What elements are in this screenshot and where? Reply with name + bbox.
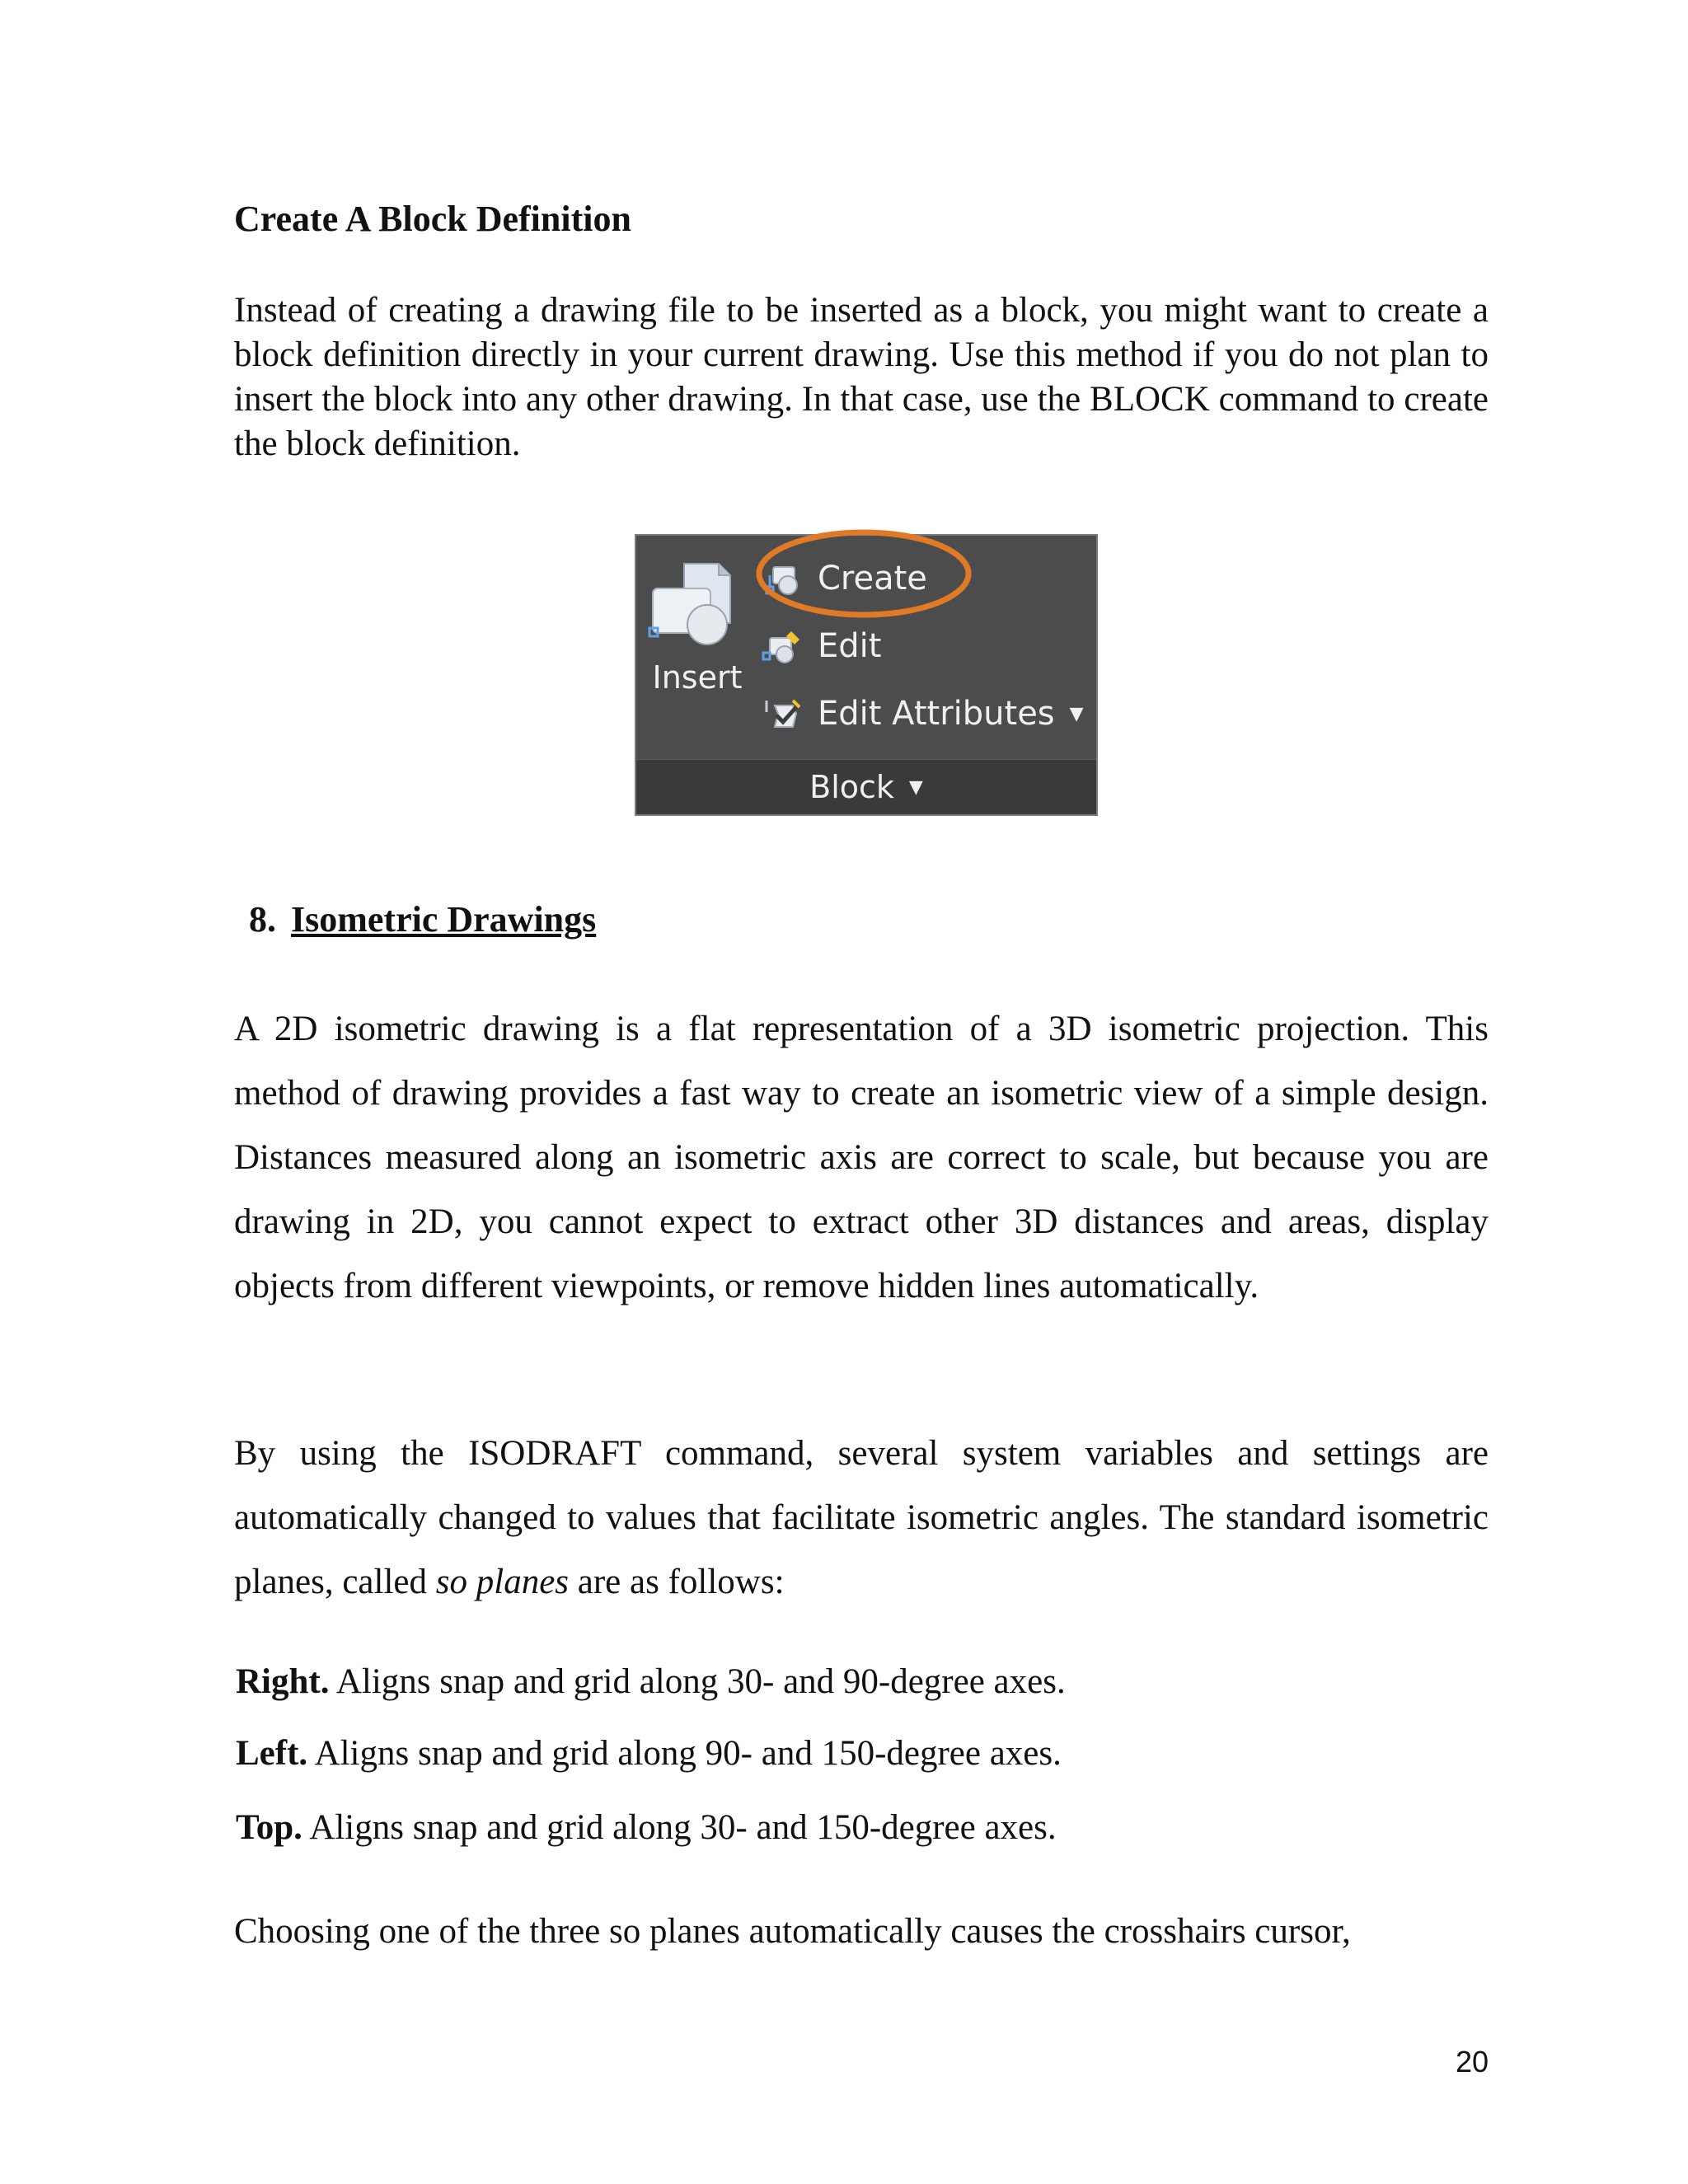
edit-block-icon [760,626,806,666]
block-panel-title-bar[interactable] [636,759,1096,814]
so-planes-term: so planes [435,1563,570,1601]
section-number: 8. [249,899,276,940]
isometric-paragraph-3: Choosing one of the three so planes automatically causes the crosshairs cursor, [234,1912,1351,1951]
chevron-down-icon[interactable]: ▼ [1069,703,1084,724]
plane-item-right [236,1657,1066,1707]
plane-name: Left. [236,1734,308,1773]
edit-attributes-button[interactable] [760,689,1084,738]
isometric-paragraph-2 [234,1422,1489,1615]
isometric-section-heading [249,895,596,944]
block-panel-title: Block [809,769,894,805]
edit-attributes-icon [760,694,806,733]
plane-name: Top. [236,1808,302,1847]
plane-desc: Aligns snap and grid along 90- and 150-degree axes. [307,1734,1062,1773]
plane-desc: Aligns snap and grid along 30- and 150-degree axes. [302,1808,1057,1847]
block-definition-heading: Create A Block Definition [234,199,631,239]
edit-label: Edit [818,627,882,665]
plane-desc: Aligns snap and grid along 30- and 90-degree axes. [329,1662,1066,1701]
insert-label: Insert [652,659,743,696]
insert-button[interactable] [648,554,747,710]
create-block-icon [760,559,806,598]
section-title: Isometric Drawings [291,899,597,940]
create-button[interactable] [760,554,927,603]
plane-name: Right. [236,1662,330,1701]
block-definition-paragraph: Instead of creating a drawing file to be inserted as a block, you might want to create a block definition directly in your current drawing. Use this method if you do not plan to insert the block into any other drawing. In that case, use the BLOCK command to create the block definition. [234,291,1489,463]
create-label: Create [818,560,927,598]
insert-block-icon [648,554,747,653]
paragraph2-text-end: are as follows: [569,1563,785,1601]
block-ribbon-panel [635,534,1098,816]
chevron-down-icon: ▼ [908,776,923,798]
edit-button[interactable] [760,621,881,671]
isometric-paragraph-1: A 2D isometric drawing is a flat representation of a 3D isometric projection. This method of drawing provides a fast way to create an isometric view of a simple design. Distances measured along an isometric axis are correct to scale, but because you are drawing in 2D, you cannot expect to extract other 3D distances and areas, display objects from different viewpoints, or remove hidden lines automatically. [234,1010,1489,1305]
edit-attributes-label: Edit Attributes [818,695,1055,733]
paragraph2-text-start: By using the ISODRAFT command, several system variables and settings are automatically changed to values that facilitate isometric angles. The standard isometric planes, called [234,1434,1489,1601]
plane-item-top [236,1803,1057,1853]
plane-item-left [236,1729,1062,1779]
page-number: 20 [1455,2045,1489,2079]
